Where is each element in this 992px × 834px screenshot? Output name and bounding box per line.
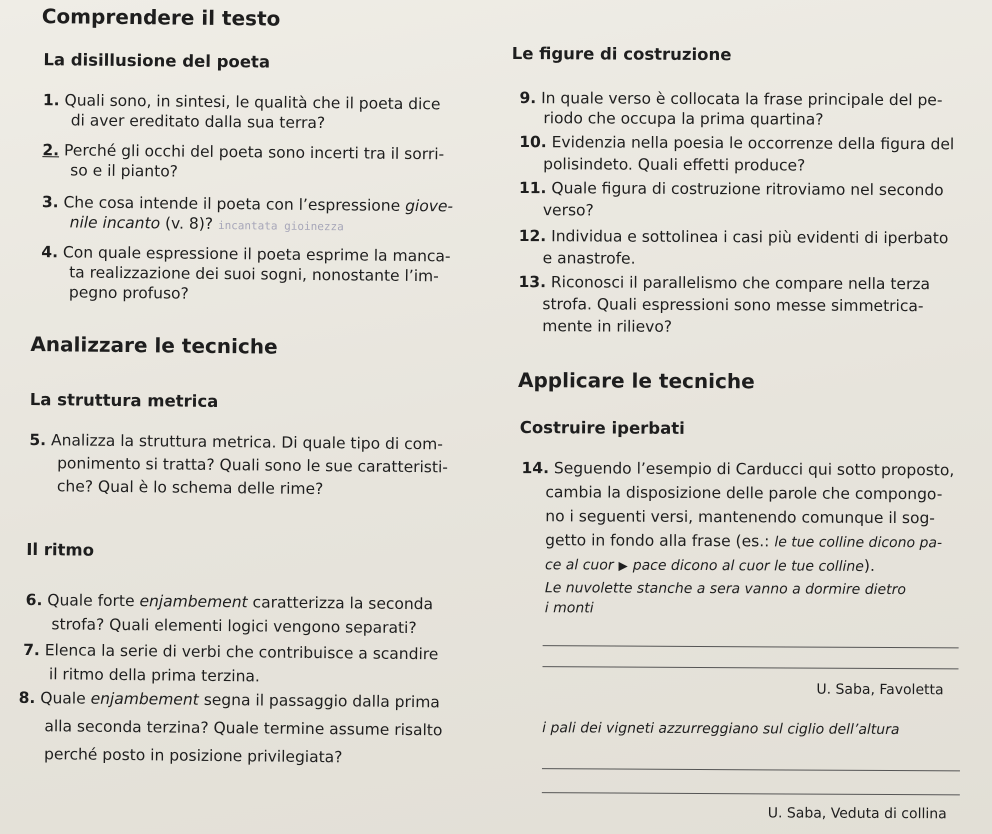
question-number: 13. [518,273,547,292]
left-column [18,0,500,767]
question-10 [519,132,954,154]
handwritten-note: incantata gioinezza [217,218,344,234]
question-text: Riconosci il parallelismo che compare nella terza [550,273,931,294]
example-text: le tue colline dicono pa- [774,534,943,552]
section-title-applicare: Applicare le tecniche [517,368,755,394]
question-13 [518,272,930,294]
question-number: 1. [42,91,60,110]
answer-line[interactable] [543,666,959,669]
question-14-cont: cambia la disposizione delle parole che compongo- [545,483,943,504]
question-9-cont: riodo che occupa la prima quartina? [543,109,824,129]
question-6 [26,590,434,614]
question-number: 11. [518,179,547,198]
question-number: 8. [18,688,36,708]
example-text: ce al cuor [544,557,614,574]
question-8 [19,688,440,712]
question-13-cont: strofa. Quali espressioni sono messe simmetrica- [542,295,924,316]
question-number: 12. [518,227,547,246]
subsection-title-iperbati: Costruire iperbati [519,418,685,438]
subsection-title-struttura: La struttura metrica [29,390,219,411]
subsection-title-ritmo: Il ritmo [26,539,95,560]
question-8-cont: alla seconda terzina? Quale termine assume risalto [44,717,443,740]
question-11-cont: verso? [542,201,594,220]
question-text: ). [863,556,875,575]
question-text: In quale verso è collocata la frase principale del pe- [541,89,943,110]
answer-line[interactable] [543,645,959,648]
question-text: Quale figura di costruzione ritroviamo nel secondo [551,179,944,200]
question-8-cont: perché posto in posizione privilegiata? [44,745,343,767]
question-text: Elenca la serie di verbi che contribuisce a scandire [44,641,439,664]
question-4-cont: pegno profuso? [68,283,189,303]
question-text: Quali sono, in sintesi, le qualità che il poeta dice [64,91,441,114]
quoted-expression: nile incanto [69,213,161,233]
section-title-analizzare: Analizzare le tecniche [30,332,278,359]
quoted-expression: giove- [405,196,454,216]
question-14-cont: no i seguenti versi, mantenendo comunque il sog- [545,507,935,528]
question-number: 4. [41,243,59,262]
question-text: Quale [40,689,86,708]
subsection-title-disillusione: La disillusione del poeta [43,50,271,72]
question-5 [29,430,443,454]
question-1-cont: di aver ereditato dalla sua terra? [70,111,326,133]
question-number: 3. [41,193,59,212]
question-5-cont: che? Qual è lo schema delle rime? [56,477,324,499]
question-11 [519,178,944,200]
question-3-cont [70,212,344,237]
term: enjambement [90,689,199,709]
question-7 [23,640,438,664]
answer-line[interactable] [542,792,960,795]
verse-favoletta: Le nuvolette stanche a sera vanno a dormire dietro [544,580,906,599]
question-number: 5. [29,431,47,450]
question-14-cont [545,530,942,553]
question-text: Che cosa intende il poeta con l’espressione [63,193,401,215]
question-text: segna il passaggio dalla prima [203,690,440,712]
question-text: getto in fondo alla frase (es.: [545,531,770,551]
section-title-comprendere: Comprendere il testo [41,4,281,31]
question-text: Individua e sottolinea i casi più evidenti di iperbato [551,227,949,248]
question-12 [519,226,949,248]
credit-favoletta [816,682,943,699]
right-column [510,0,970,823]
question-14-example [545,554,875,577]
question-13-cont: mente in rilievo? [542,317,673,336]
example-text: pace dicono al cuor le tue colline [632,557,864,575]
question-6-cont: strofa? Quali elementi logici vengono separati? [51,615,417,638]
question-12-cont: e anastrofe. [542,249,636,268]
question-text: Evidenzia nella poesia le occorrenze della figura del [551,133,955,154]
credit-text: U. Saba, Favoletta [816,681,944,699]
answer-line[interactable] [542,768,960,771]
question-text: Analizza la struttura metrica. Di quale tipo di com- [50,431,443,454]
question-2-cont: so e il pianto? [70,161,179,181]
question-number: 14. [521,459,550,478]
question-14 [521,458,954,480]
arrow-icon: ▶ [618,558,628,573]
question-5-cont: ponimento si tratta? Quali sono le sue caratteristi- [57,454,448,477]
question-number: 10. [519,133,547,152]
question-number: 6. [25,590,43,610]
subsection-title-figure: Le figure di costruzione [511,44,732,65]
credit-text: U. Saba, Veduta di collina [767,805,947,823]
credit-veduta [768,805,947,822]
verse-favoletta-cont: i monti [544,600,594,617]
question-text: Quale forte [47,591,135,611]
question-number: 9. [519,89,537,108]
question-number: 7. [23,640,40,660]
question-4-cont: ta realizzazione dei suoi sogni, nonostante l’im- [69,263,439,286]
question-text: Perché gli occhi del poeta sono incerti tra il sorri- [63,141,445,164]
question-text: Con quale espressione il poeta esprime la manca- [62,243,451,266]
question-text: caratterizza la seconda [252,593,434,614]
question-7-cont: il ritmo della prima terzina. [48,665,260,686]
question-number: 2. [42,141,60,160]
term: enjambement [139,592,248,612]
question-10-cont: polisindeto. Quali effetti produce? [543,155,806,175]
verse-veduta: i pali dei vigneti azzurreggiano sul ciglio dell’altura [542,720,900,739]
question-9 [519,88,942,110]
question-text: (v. 8)? [164,214,214,233]
question-text: Seguendo l’esempio di Carducci qui sotto proposto, [553,459,955,480]
